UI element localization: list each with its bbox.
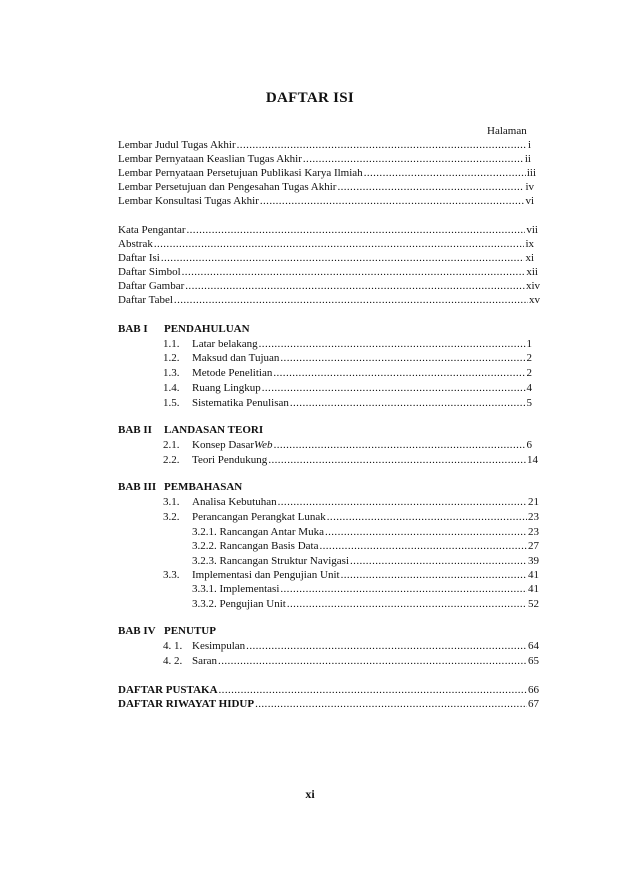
toc-entry: Lembar Pernyataan Keaslian Tugas Akhir ..... ii (118, 152, 531, 166)
toc-entry: 1.1. Latar belakang ..... 1 (163, 337, 532, 351)
toc-entry: 2.1. Konsep Dasar Web ..... 6 (163, 438, 532, 452)
toc-entry: Abstrak ..... ix (118, 237, 534, 251)
toc-entry: 3.2.2. Rancangan Basis Data ..... 27 (192, 539, 539, 553)
toc-entry: 1.3. Metode Penelitian ..... 2 (163, 366, 532, 380)
toc-entry: 3.1. Analisa Kebutuhan ..... 21 (163, 495, 539, 509)
toc-entry: 1.2. Maksud dan Tujuan ..... 2 (163, 351, 532, 365)
page-number: xi (305, 787, 315, 801)
toc-entry: 3.2. Perancangan Perangkat Lunak ..... 23 (163, 510, 539, 524)
toc-entry: 2.2. Teori Pendukung ..... 14 (163, 453, 538, 467)
toc-entry: Kata Pengantar ..... vii (118, 223, 538, 237)
toc-entry: 3.2.3. Rancangan Struktur Navigasi ..... 39 (192, 554, 539, 568)
toc-entry: Lembar Judul Tugas Akhir ..... i (118, 138, 531, 152)
toc-entry: 3.3.2. Pengujian Unit ..... 52 (192, 597, 539, 611)
chapter-heading: BAB IV PENUTUP (118, 625, 216, 637)
toc-entry: 3.3.1. Implementasi ..... 41 (192, 582, 539, 596)
toc-entry: 4. 1. Kesimpulan ..... 64 (163, 639, 539, 653)
toc-entry: 1.5. Sistematika Penulisan ..... 5 (163, 396, 532, 410)
toc-entry: DAFTAR PUSTAKA ..... 66 (118, 683, 539, 697)
chapter-heading: BAB II LANDASAN TEORI (118, 424, 264, 436)
toc-entry: Daftar Gambar ..... xiv (118, 279, 540, 293)
toc-entry: Daftar Tabel ..... xv (118, 293, 540, 307)
toc-entry: 1.4. Ruang Lingkup ..... 4 (163, 381, 532, 395)
toc-entry: Lembar Pernyataan Persetujuan Publikasi Karya Ilmiah ..... iii (118, 166, 536, 180)
toc-entry: Lembar Persetujuan dan Pengesahan Tugas Akhir ..... iv (118, 180, 534, 194)
chapter-heading: BAB III PEMBAHASAN (118, 481, 243, 493)
toc-entry: Daftar Simbol ..... xii (118, 265, 538, 279)
toc-entry: Lembar Konsultasi Tugas Akhir ..... vi (118, 194, 534, 208)
chapter-heading: BAB I PENDAHULUAN (118, 323, 250, 335)
toc-entry: DAFTAR RIWAYAT HIDUP ..... 67 (118, 697, 539, 711)
page-column-header: Halaman (487, 125, 527, 137)
toc-entry: 4. 2. Saran ..... 65 (163, 654, 539, 668)
toc-entry: 3.2.1. Rancangan Antar Muka ..... 23 (192, 525, 539, 539)
toc-entry: 3.3. Implementasi dan Pengujian Unit ..... 41 (163, 568, 539, 582)
toc-entry: Daftar Isi ..... xi (118, 251, 534, 265)
page-title: DAFTAR ISI (265, 90, 355, 106)
